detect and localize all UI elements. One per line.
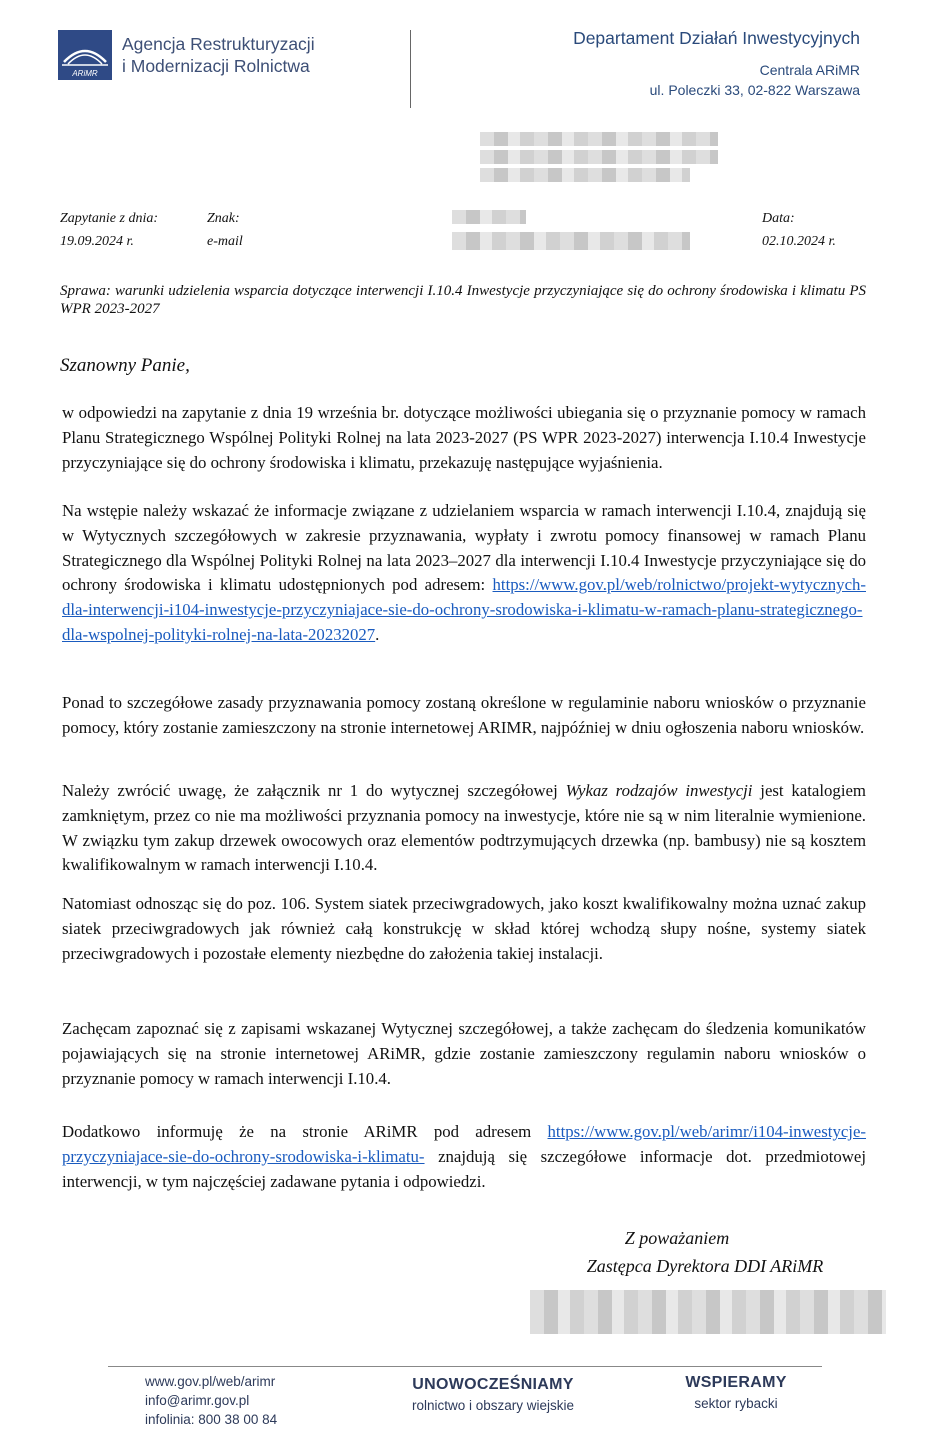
paragraph-7-text-b: znajdują się szczegółowe informacje dot. przedmiotowej interwencji, w tym najczęściej zadawane pytania i odpowiedzi. [62, 1146, 866, 1191]
redacted-recipient-line-3 [480, 168, 690, 182]
arimr-logo [58, 30, 112, 80]
query-date-block [60, 207, 158, 253]
letter-date-label: Data: [762, 211, 795, 226]
paragraph-4-text-b: jest katalogiem zamkniętym, przez co nie ma możliwości przyznania pomocy na inwestycje, które nie są w nim literalnie wymienione. W związku tym zakup drzewek owocowych oraz elementów podtrzymujących drzewka (np. bambusy) nie są kosztem kwalifikowalnym w ramach interwencji I.10.4. [62, 781, 866, 875]
paragraph-2 [62, 499, 866, 648]
header-divider [410, 30, 411, 108]
agency-line-2: i Modernizacji Rolnictwa [122, 56, 310, 76]
footer-contact [145, 1372, 277, 1429]
query-date-label: Zapytanie z dnia: [60, 211, 158, 226]
arimr-intervention-link[interactable]: https://www.gov.pl/web/arimr/i104-inwestycje-przyczyniajace-sie-do-ochrony-srodowiska-i-klimatu- [62, 1122, 866, 1166]
footer-divider [108, 1366, 822, 1367]
department-name: Departament Działań Inwestycyjnych [573, 28, 860, 48]
footer-website: www.gov.pl/web/arimr [145, 1374, 276, 1389]
greeting: Szanowny Panie, [60, 355, 190, 376]
query-date-value: 19.09.2024 r. [60, 234, 134, 249]
redacted-recipient-line-2 [480, 150, 718, 164]
reference-value: e-mail [207, 234, 243, 249]
paragraph-7-text-a: Dodatkowo informuję że na stronie ARiMR pod adresem [62, 1122, 548, 1141]
slogan-modernizing-heading: UNOWOCZEŚNIAMY [412, 1376, 574, 1393]
logo-text: ARiMR [72, 69, 98, 78]
address-line-2: ul. Poleczki 33, 02-822 Warszawa [649, 82, 860, 98]
footer-slogan-supporting [668, 1374, 804, 1411]
agency-name [122, 33, 315, 77]
signature-title: Zastępca Dyrektora DDI ARiMR [586, 1256, 824, 1276]
paragraph-2-end: . [375, 624, 380, 644]
slogan-modernizing-sub: rolnictwo i obszary wiejskie [411, 1398, 575, 1413]
signature-closing: Z poważaniem [624, 1228, 730, 1248]
reference-block [207, 207, 243, 253]
department-address [650, 60, 860, 100]
agency-line-1: Agencja Restrukturyzacji [122, 34, 315, 54]
paragraph-2-text: Na wstępie należy wskazać że informacje związane z udzielaniem wsparcia w ramach interwencji I.10.4, znajdują się w Wytycznych szczegółowych w zakresie przyznawania, wypłaty i zwrotu pomocy finansowej w ramach Planu Strategicznego dla Wspólnej Polityki Rolnej na lata 2023–2027 dla interwencji I.10.4 Inwestycje przyczyniające się do ochrony środowiska i klimatu udostępnionych pod adresem: [62, 501, 866, 595]
paragraph-4-text-a: Należy zwrócić uwagę, że załącznik nr 1 do wytycznej szczegółowej [62, 781, 566, 800]
subject-line: Sprawa: warunki udzielenia wsparcia dotyczące interwencji I.10.4 Inwestycje przyczyniające się do ochrony środowiska i klimatu PS WPR 2023-2027 [60, 283, 866, 317]
redacted-recipient-line-1 [480, 132, 718, 146]
guidelines-link[interactable]: https://www.gov.pl/web/rolnictwo/projekt-wytycznych-dla-interwencji-i104-inwestycje-przyczyniajace-sie-do-ochrony-srodowiska-i-klimatu-w-ramach-planu-strategicznego-dla-wspolnej-polityki-rolnej-na-lata-20232027 [62, 575, 866, 644]
footer-hotline: infolinia: 800 38 00 84 [145, 1412, 278, 1427]
letter-date-value: 02.10.2024 r. [762, 234, 836, 249]
paragraph-4 [62, 779, 866, 878]
paragraph-3: Ponad to szczegółowe zasady przyznawania pomocy zostaną określone w regulaminie naboru wniosków o przyznanie pomocy, który zostanie zamieszczony na stronie internetowej ARIMR, najpóźniej w dniu ogłoszenia naboru wniosków. [62, 693, 866, 737]
paragraph-7 [62, 1120, 866, 1194]
address-line-1: Centrala ARiMR [759, 62, 860, 78]
redacted-signature-name [530, 1290, 886, 1334]
footer-email: info@arimr.gov.pl [145, 1393, 250, 1408]
slogan-supporting-heading: WSPIERAMY [685, 1374, 787, 1391]
paragraph-5: Natomiast odnosząc się do poz. 106. System siatek przeciwgradowych, jako koszt kwalifikowalny można uznać zakup siatek przeciwgradowych jak również całą konstrukcję w skład której wchodzą słupy nośne, systemy siatek przeciwgradowych i pozostałe elementy niezbędne do założenia takiej instalacji. [62, 894, 866, 963]
paragraph-6: Zachęcam zapoznać się z zapisami wskazanej Wytycznej szczegółowej, a także zachęcam do śledzenia komunikatów pojawiających się na stronie internetowej ARiMR, gdzie zostanie zamieszczony regulamin naboru wniosków o przyznanie pomocy w ramach interwencji I.10.4. [62, 1019, 866, 1088]
letter-date-block [762, 207, 836, 253]
slogan-supporting-sub: sektor rybacki [694, 1396, 778, 1411]
paragraph-4-italic: Wykaz rodzajów inwestycji [565, 781, 753, 800]
paragraph-1: w odpowiedzi na zapytanie z dnia 19 września br. dotyczące możliwości ubiegania się o przyznanie pomocy w ramach Planu Strategicznego Wspólnej Polityki Rolnej na lata 2023-2027 (PS WPR 2023-2027) interwencja I.10.4 Inwestycje przyczyniające się do ochrony środowiska i klimatu, przekazuję następujące wyjaśnienia. [62, 403, 866, 472]
reference-label: Znak: [207, 211, 240, 226]
redacted-reference-1 [452, 210, 526, 224]
footer-slogan-modernizing [400, 1376, 586, 1413]
redacted-reference-2 [452, 232, 690, 250]
